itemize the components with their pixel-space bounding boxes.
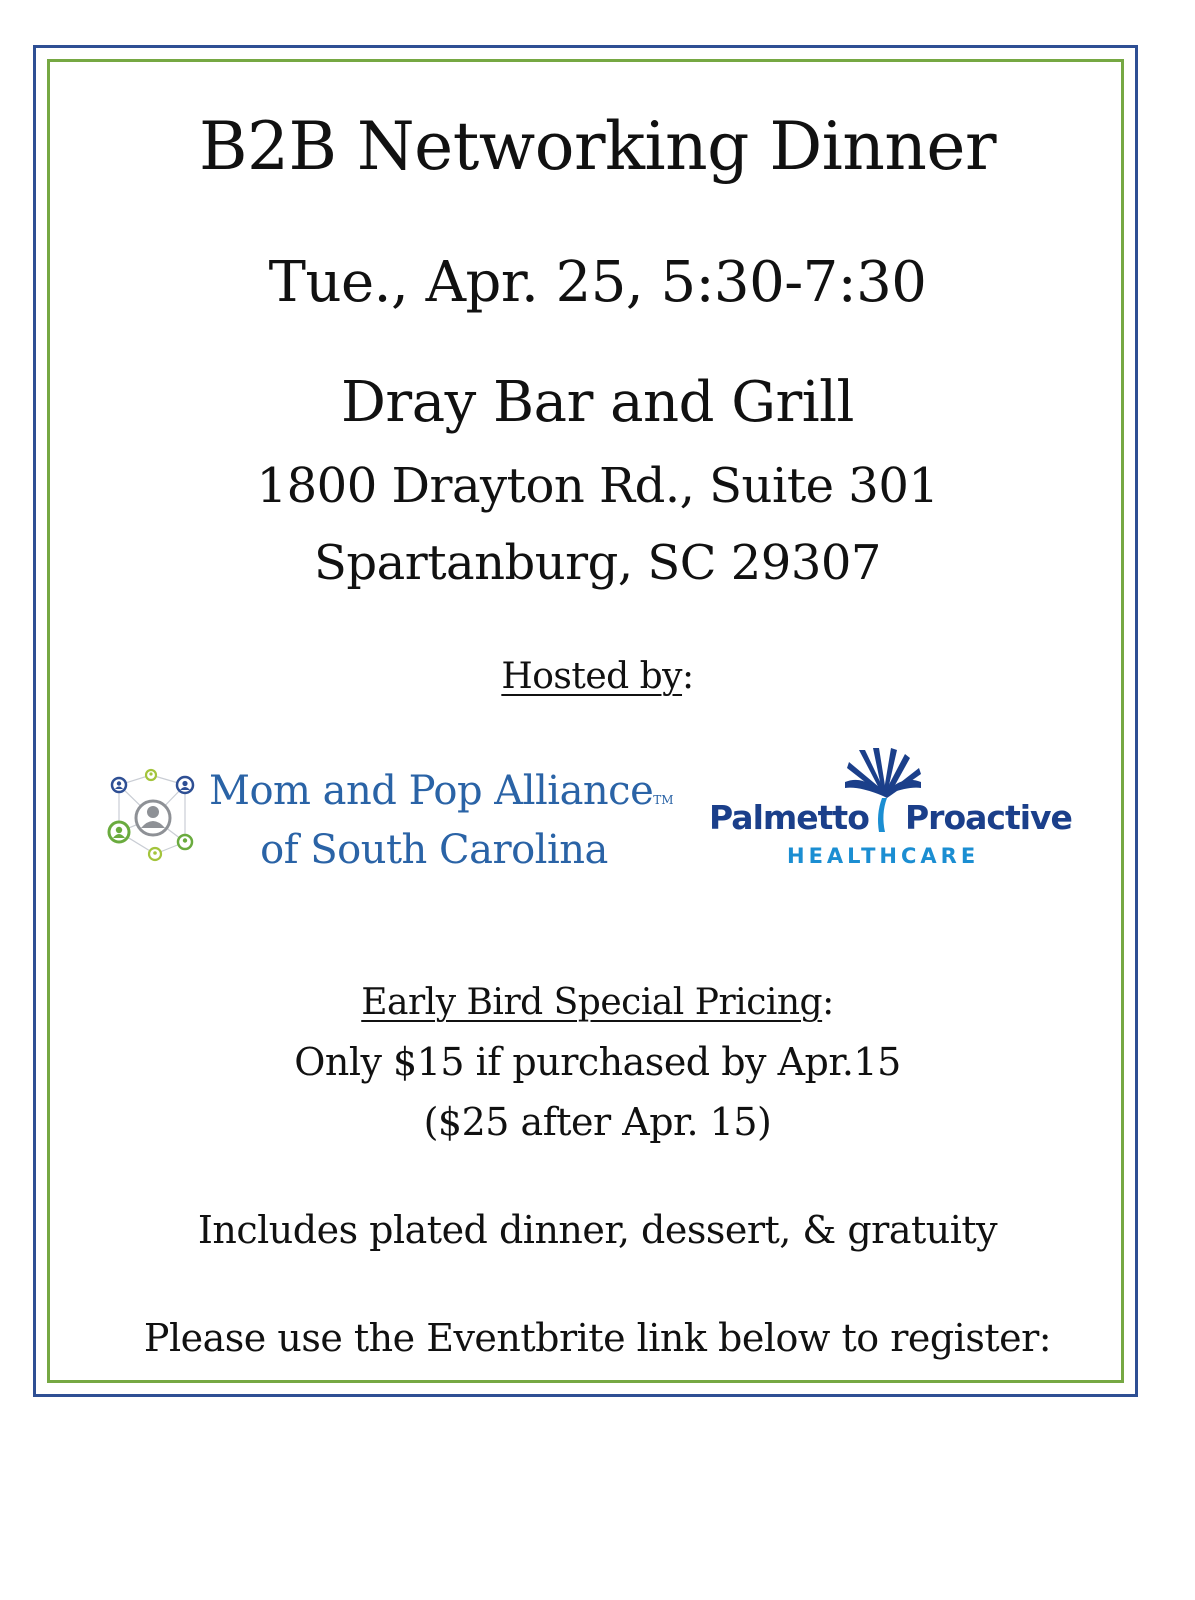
trademark-mark: TM [653,793,674,807]
palmetto-proactive-healthcare-logo [705,748,1070,873]
early-bird-colon: : [822,982,834,1023]
alliance-wordmark [209,768,674,877]
hosted-by-colon: : [682,656,694,697]
hosted-by-heading [0,656,1195,697]
event-date-time: Tue., Apr. 25, 5:30-7:30 [268,250,927,315]
early-bird-heading [0,982,1195,1023]
address-line-2: Spartanburg, SC 29307 [314,535,881,591]
early-bird-label: Early Bird Special Pricing [361,982,823,1023]
address-line-1: 1800 Drayton Rd., Suite 301 [256,458,939,514]
hosted-by-label: Hosted by [501,656,683,697]
alliance-name-line2: of South Carolina [260,827,608,873]
alliance-name-line1 [209,768,674,823]
early-price: Only $15 if purchased by Apr.15 [294,1040,901,1084]
event-title: B2B Networking Dinner [198,108,997,185]
late-price: ($25 after Apr. 15) [423,1100,772,1144]
healthcare-word: HEALTHCARE [787,844,980,868]
palmetto-word: Palmetto [709,798,869,837]
register-note: Please use the Eventbrite link below to register: [143,1316,1052,1360]
venue-name: Dray Bar and Grill [341,370,854,435]
proactive-word: Proactive [905,798,1072,837]
includes-note: Includes plated dinner, dessert, & gratuity [197,1208,998,1252]
mom-and-pop-alliance-logo [105,768,674,873]
alliance-name: Mom and Pop Alliance [209,768,654,814]
network-people-icon [105,768,197,864]
